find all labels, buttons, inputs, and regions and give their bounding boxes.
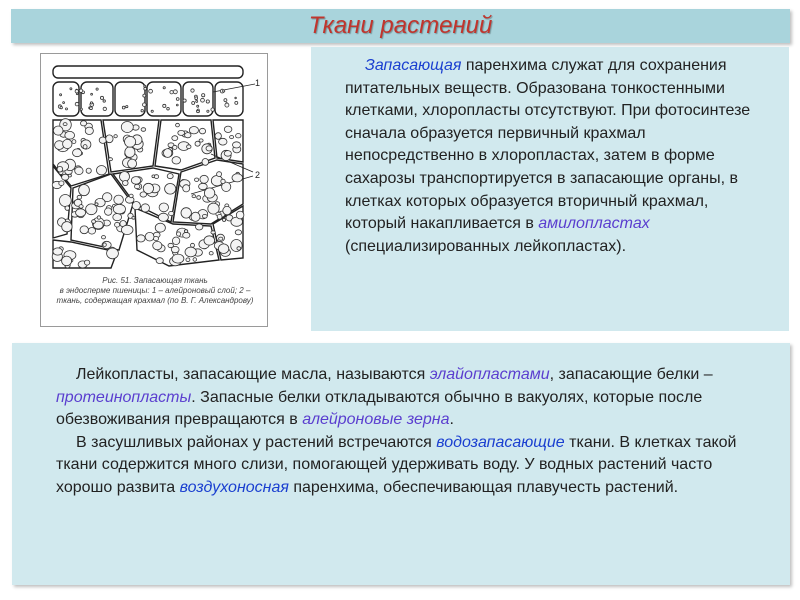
tissue-illustration: [41, 54, 267, 274]
text-segment: В засушливых районах у растений встречаются: [76, 433, 437, 451]
starch-grain: [189, 127, 198, 134]
starch-grain: [121, 122, 133, 133]
caption-title: Рис. 51. Запасающая ткань: [102, 276, 208, 285]
top-text-panel: [311, 47, 789, 331]
starch-grain: [135, 184, 140, 188]
starch-grain: [62, 256, 72, 266]
aleurone-grain: [103, 107, 106, 110]
starch-grain: [88, 228, 95, 235]
aleurone-grain: [63, 102, 65, 104]
text-segment: Лейкопласты, запасающие масла, называются: [76, 366, 430, 383]
starch-grain: [131, 177, 140, 185]
starch-grain: [172, 136, 178, 141]
aleurone-grain: [183, 99, 186, 102]
starch-grain: [178, 130, 185, 135]
starch-grain: [125, 147, 135, 158]
starch-grain: [202, 159, 209, 166]
starch-grain: [211, 231, 215, 234]
starch-grain: [224, 126, 232, 132]
starch-grain: [237, 247, 241, 250]
aleurone-grain: [103, 100, 105, 102]
aleurone-grain: [151, 110, 153, 112]
starch-grain: [200, 175, 208, 183]
aleurone-grain: [206, 100, 209, 103]
starch-grain: [86, 204, 97, 215]
starch-grain: [65, 131, 75, 139]
aleurone-grain: [207, 110, 209, 112]
aleurone-grain: [70, 88, 72, 90]
starch-grain: [185, 133, 191, 138]
text-segment: (специализированных лейкопластах).: [345, 237, 627, 255]
slide-title: Ткани растений: [308, 12, 493, 39]
aleurone-grain: [90, 107, 93, 110]
aleurone-grain: [196, 100, 198, 102]
starch-grain: [109, 158, 113, 161]
starch-grain: [57, 166, 63, 172]
tissue-figure: [40, 53, 268, 327]
starch-grain: [72, 140, 76, 144]
starch-grain: [106, 135, 113, 143]
caption-body: в эндосперме пшеницы: 1 – алейроновый слой; 2 – ткань, содержащая крахмал (по В. Г. Александрову): [56, 286, 254, 305]
starch-grain: [76, 209, 86, 217]
aleurone-grain: [66, 108, 68, 110]
aleurone-grain: [173, 90, 177, 94]
starch-grain: [185, 247, 196, 257]
leucoplasts-paragraph: [56, 364, 756, 500]
aleurone-grain: [195, 97, 198, 100]
starch-grain: [159, 203, 168, 212]
aleurone-grain: [60, 94, 62, 96]
starch-grain: [85, 127, 93, 134]
aleurone-grain: [76, 93, 78, 95]
aleurone-grain: [122, 106, 125, 109]
starch-grain: [177, 232, 181, 236]
starch-grain: [173, 145, 177, 149]
aleurone-grain: [79, 89, 82, 92]
aleurone-grain: [144, 87, 147, 90]
aleurone-grain: [91, 93, 93, 95]
starch-grain: [81, 121, 87, 126]
starch-grain: [209, 252, 213, 255]
starch-grain: [97, 166, 107, 175]
aleurone-grain: [126, 106, 128, 108]
aleurone-grain: [197, 109, 199, 111]
aleurone-grain: [223, 90, 225, 92]
figure-label-1: 1: [255, 78, 261, 88]
starch-grain: [233, 142, 241, 148]
aleurone-grain: [225, 103, 229, 107]
starch-grain: [132, 217, 135, 220]
starch-grain: [79, 185, 90, 196]
term-elaioplasts: элайопластами: [429, 366, 550, 383]
starch-grain: [223, 206, 231, 214]
starch-grain: [165, 184, 176, 195]
starch-grain: [215, 133, 221, 140]
starch-grain: [107, 248, 119, 259]
starch-grain: [218, 244, 228, 254]
starch-grain: [167, 174, 173, 179]
text-segment: , запасающие белки –: [549, 366, 713, 383]
starch-grain: [65, 206, 69, 210]
starch-grain: [137, 235, 145, 242]
starch-grain: [154, 175, 158, 179]
aleurone-grain: [201, 98, 205, 102]
aleurone-grain: [192, 102, 195, 105]
text-segment: ткани. В клетках такой ткани содержится много слизи, помогающей удерживать воду. У водных растений часто хорошо развита: [56, 433, 737, 496]
starch-grain: [114, 195, 124, 204]
starch-grain: [158, 213, 168, 221]
starch-grain: [236, 211, 244, 219]
term-aerenchyma: воздухоносная: [179, 478, 289, 496]
starch-grain: [59, 195, 71, 207]
aleurone-grain: [75, 102, 79, 106]
starch-grain: [154, 237, 159, 241]
aleurone-grain: [163, 87, 165, 89]
starch-grain: [183, 232, 190, 238]
aleurone-grain: [224, 99, 227, 102]
text-segment: .: [449, 411, 454, 429]
starch-grain: [84, 260, 89, 265]
aleurone-grain: [176, 98, 179, 101]
starch-grain: [102, 236, 106, 239]
starch-grain: [83, 145, 87, 149]
starch-grain: [192, 195, 196, 198]
starch-grain: [187, 145, 191, 149]
starch-grain: [132, 202, 140, 210]
starch-grain: [183, 185, 190, 192]
term-water-storing: водозапасающие: [436, 433, 565, 451]
aleurone-grain: [235, 97, 237, 99]
starch-grain: [141, 128, 146, 132]
title-bar: [11, 9, 790, 43]
aleurone-grain: [60, 106, 62, 108]
aleurone-grain: [143, 94, 146, 97]
starch-grain: [115, 222, 120, 227]
starch-grain: [176, 123, 180, 127]
starch-grain: [232, 174, 243, 182]
starch-grain: [59, 181, 64, 186]
starch-grain: [191, 212, 200, 221]
starch-grain: [128, 159, 137, 168]
starch-grain: [202, 214, 207, 218]
starch-grain: [156, 258, 163, 264]
starch-grain: [195, 178, 199, 181]
aleurone-grain: [149, 89, 153, 93]
starch-grain: [121, 225, 133, 234]
term-amyloplasts: амилопластах: [538, 215, 650, 233]
starch-grain: [219, 138, 227, 145]
aleurone-grain: [80, 108, 82, 110]
starch-grain: [219, 237, 223, 240]
starch-grain: [145, 232, 154, 241]
starch-grain: [199, 128, 205, 134]
term-proteinoplasts: протеинопласты: [56, 388, 192, 406]
starch-grain: [125, 136, 136, 147]
aleurone-grain: [170, 91, 173, 94]
starch-grain: [236, 134, 241, 138]
starch-grain: [99, 137, 106, 143]
starch-grain: [140, 192, 147, 197]
starch-grain: [172, 237, 179, 245]
starch-grain: [129, 194, 133, 198]
aleurone-grain: [90, 102, 92, 104]
starch-grain: [62, 174, 69, 180]
starch-grain: [53, 126, 63, 135]
starch-grain: [114, 135, 117, 138]
term-storage: Запасающая: [365, 57, 462, 74]
starch-grain: [79, 205, 83, 209]
aleurone-grain: [143, 103, 147, 107]
starch-grain: [155, 223, 165, 232]
starch-grain: [153, 241, 162, 249]
starch-grain: [113, 204, 125, 214]
starch-grain: [63, 139, 72, 148]
starch-grain: [186, 258, 190, 262]
starch-grain: [223, 218, 226, 221]
starch-grain: [235, 230, 241, 235]
starch-grain: [86, 168, 91, 173]
term-aleurone-grains: алейроновые зерна: [302, 411, 450, 429]
aleurone-grain: [167, 107, 170, 110]
starch-grain: [197, 196, 201, 200]
aleurone-grain: [75, 90, 78, 93]
text-segment: . Запасные белки откладываются обычно в вакуолях, которые после обезвоживания превращаются в: [56, 388, 703, 429]
aleurone-grain: [100, 96, 103, 99]
starch-grain: [92, 220, 96, 224]
starch-grain: [97, 216, 100, 219]
starch-grain: [164, 149, 172, 158]
storage-parenchyma-paragraph: [345, 55, 765, 258]
starch-grain: [103, 243, 106, 247]
starch-grain: [75, 167, 83, 175]
starch-grain: [77, 195, 82, 199]
starch-grain: [204, 188, 214, 198]
starch-grain: [184, 230, 187, 233]
starch-grain: [204, 236, 215, 245]
starch-grain: [141, 204, 149, 212]
starch-grain: [199, 183, 208, 189]
starch-grain: [120, 172, 130, 182]
aleurone-grain: [211, 108, 214, 111]
text-segment: паренхима, обеспечивающая плавучесть растений.: [288, 478, 679, 496]
starch-grain: [196, 224, 203, 230]
starch-grain: [169, 211, 174, 215]
aleurone-grain: [235, 101, 238, 104]
starch-grain: [193, 258, 197, 262]
starch-grain: [172, 254, 184, 263]
starch-grain: [80, 226, 88, 234]
aleurone-grain: [96, 88, 98, 90]
starch-grain: [172, 157, 181, 164]
starch-grain: [221, 179, 225, 183]
aleurone-grain: [202, 94, 205, 97]
aleurone-grain: [141, 110, 143, 112]
bottom-text-panel: [12, 343, 790, 585]
aleurone-grain: [191, 89, 194, 92]
starch-grain: [123, 181, 129, 186]
starch-grain: [68, 174, 71, 177]
starch-grain: [73, 149, 82, 157]
starch-grain: [171, 246, 179, 252]
starch-grain: [217, 172, 222, 177]
aleurone-grain: [163, 104, 166, 107]
starch-grain: [105, 208, 112, 215]
starch-grain: [53, 248, 62, 255]
starch-grain: [217, 214, 222, 219]
starch-grain: [191, 243, 195, 247]
figure-caption: [49, 276, 261, 306]
text-segment: паренхима служат для сохранения питательных веществ. Образована тонкостенными клетками, хлоропласты отсутствуют. При фотосинтезе сначала образуется первичный крахмал непосредственно в хлоропластах, затем в форме сахарозы транспортируется в запасающие органы, в клетках которых образуется вторичный крахмал, который накапливается в: [345, 57, 751, 233]
starch-grain: [63, 123, 67, 126]
aleurone-grain: [197, 105, 199, 107]
figure-label-2: 2: [255, 170, 261, 180]
aleurone-grain: [176, 104, 178, 106]
starch-grain: [113, 214, 122, 221]
aleurone-grain: [144, 85, 146, 87]
starch-grain: [224, 151, 231, 157]
starch-grain: [230, 136, 234, 139]
starch-grain: [206, 146, 212, 151]
starch-grain: [62, 222, 72, 232]
starch-grain: [199, 139, 203, 142]
